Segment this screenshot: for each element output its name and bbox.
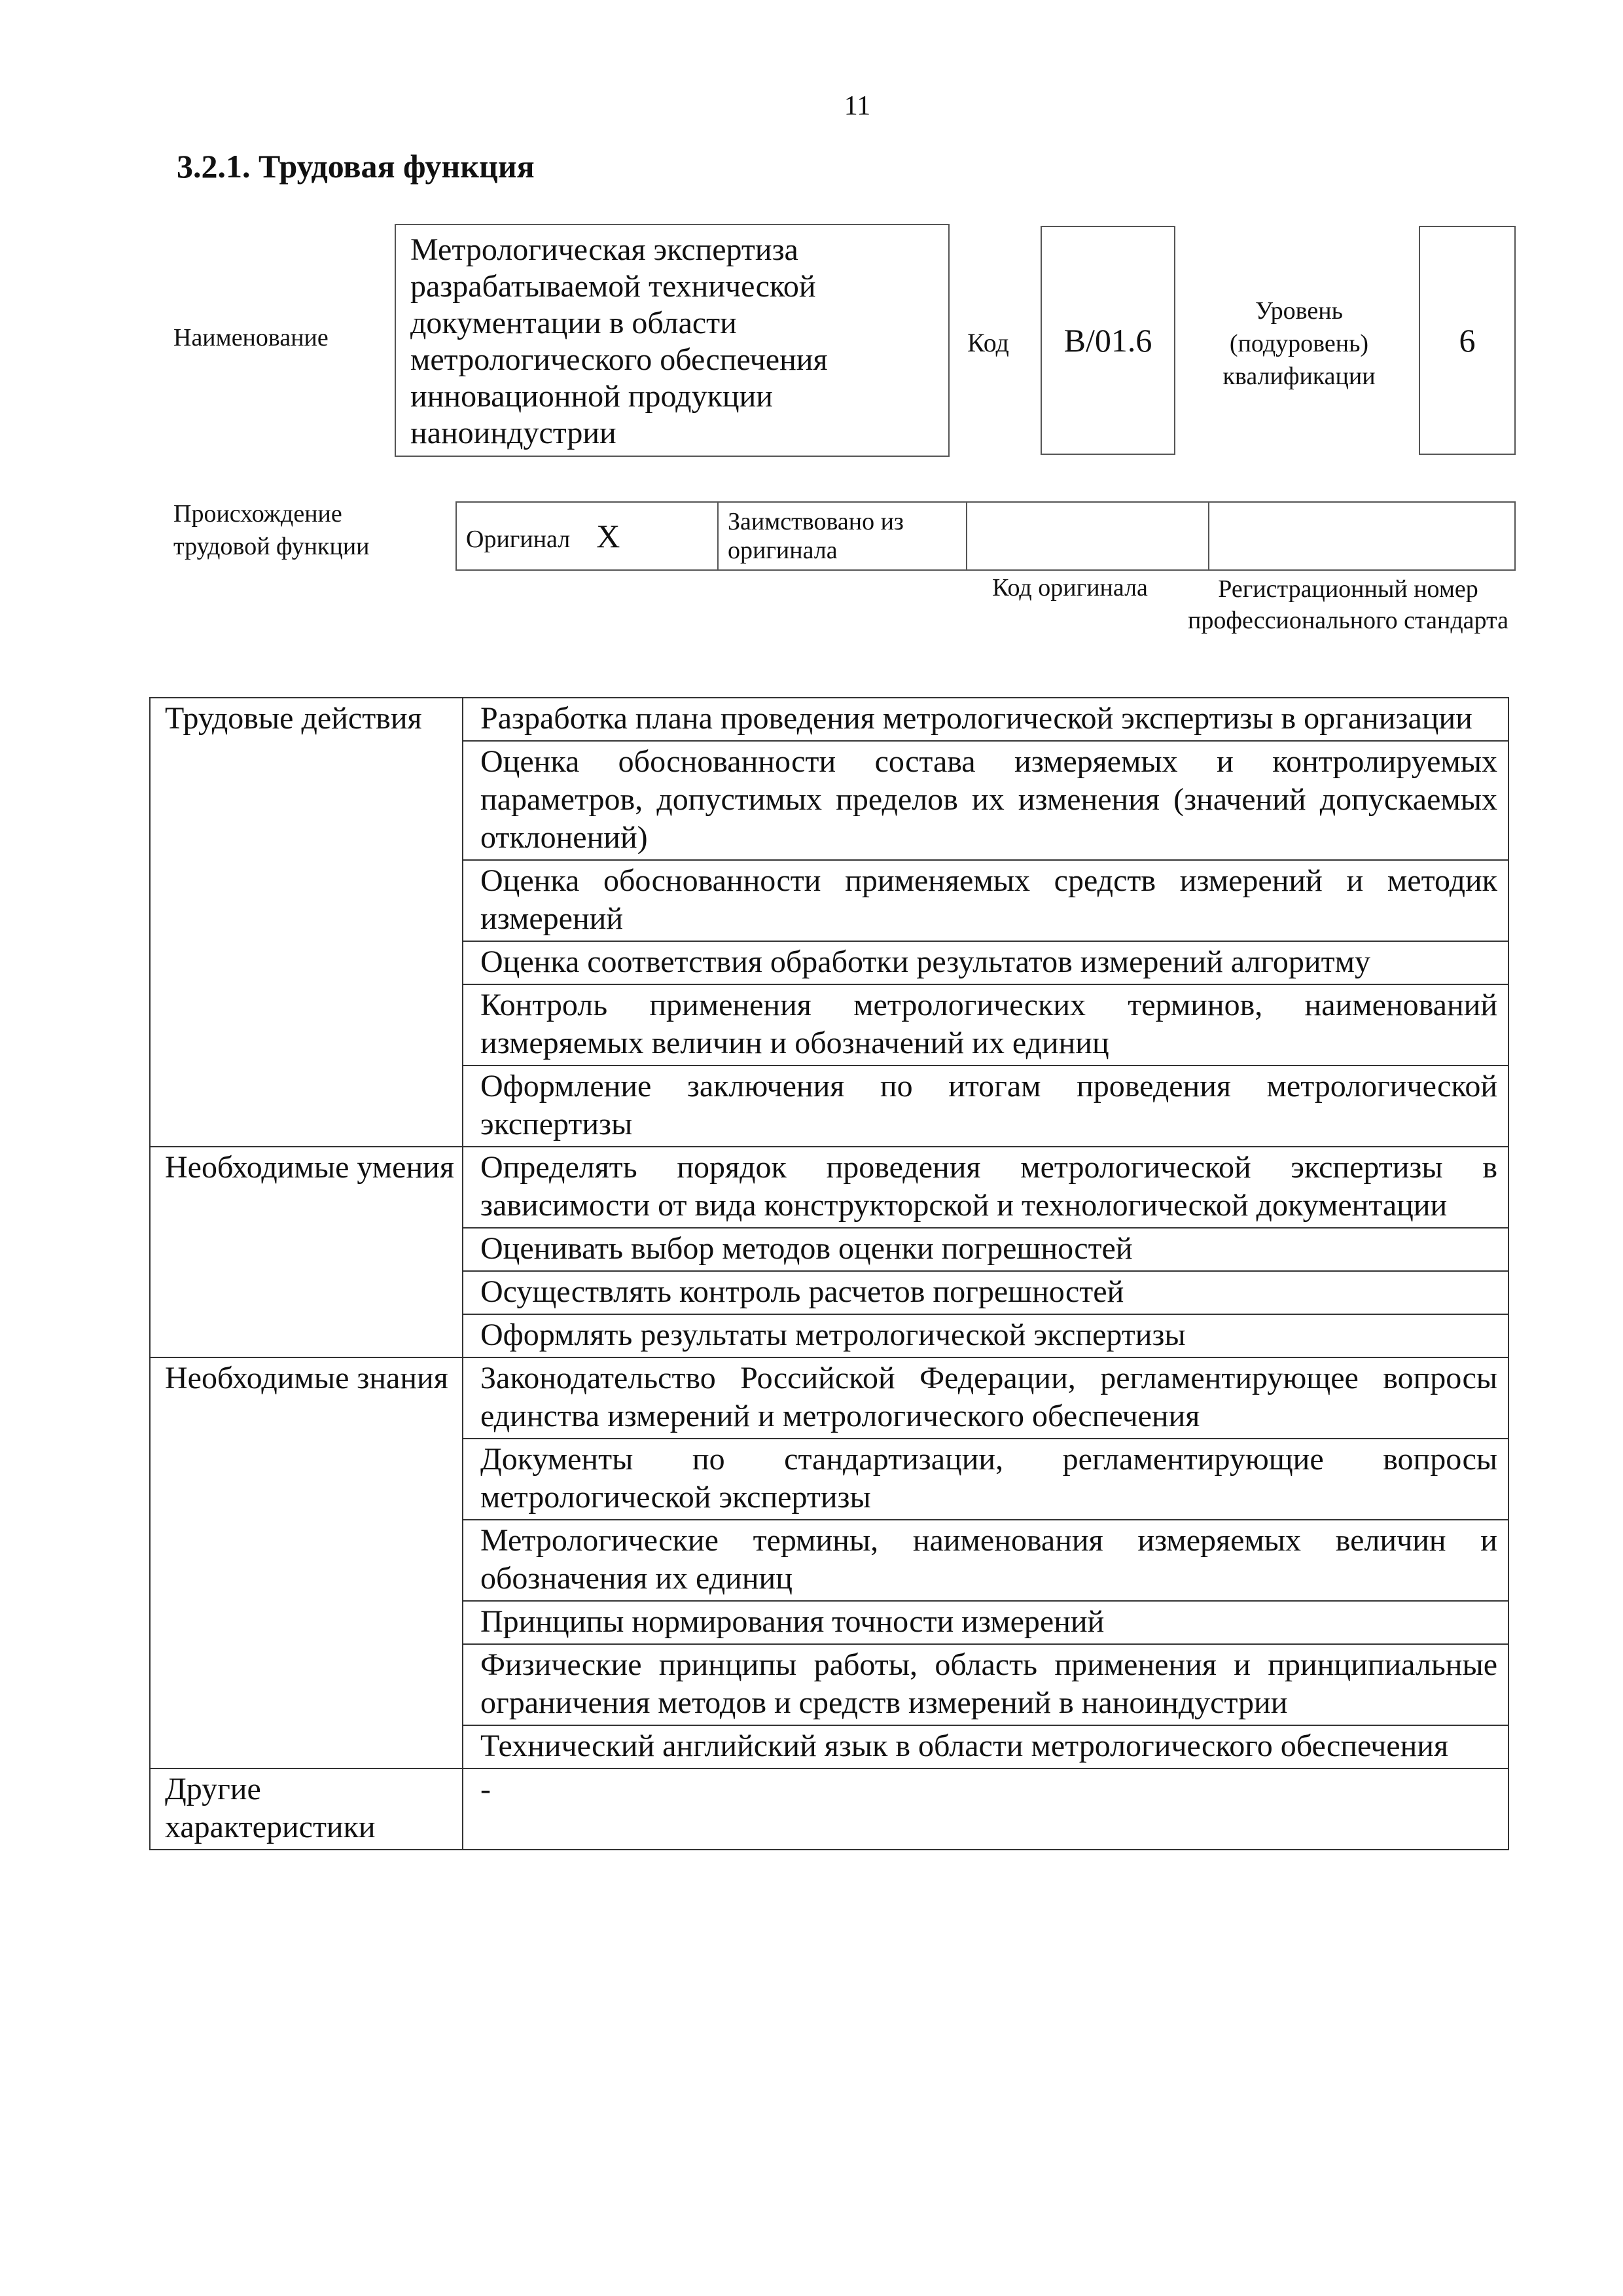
- section-item: Технический английский язык в области метрологического обеспечения: [463, 1725, 1508, 1768]
- section-item: -: [463, 1768, 1508, 1850]
- section-item: Разработка плана проведения метрологической экспертизы в организации: [463, 698, 1508, 741]
- code-value-box: B/01.6: [1041, 226, 1175, 455]
- original-label: Оригинал: [466, 526, 571, 553]
- borrowed-cell: [718, 502, 967, 570]
- registration-number-cell: [1209, 502, 1515, 570]
- name-label: Наименование: [173, 324, 329, 351]
- page-number: 11: [844, 91, 871, 121]
- section-heading: Трудовые действия: [150, 698, 463, 1147]
- table-row: [150, 1768, 1508, 1850]
- function-name-box: Метрологическая экспертиза разрабатываемой технической документации в области метрологического обеспечения инновационной продукции наноиндустрии: [395, 224, 950, 457]
- section-item: Осуществлять контроль расчетов погрешностей: [463, 1271, 1508, 1314]
- qualification-level-box: 6: [1419, 226, 1516, 455]
- section-item: Оценка обоснованности состава измеряемых и контролируемых параметров, допустимых пределов их изменения (значений допускаемых отклонений): [463, 741, 1508, 860]
- code-original-caption: Код оригинала: [992, 574, 1148, 601]
- section-item: Оценка соответствия обработки результатов измерений алгоритму: [463, 941, 1508, 984]
- table-row: [150, 1147, 1508, 1228]
- section-heading: Необходимые знания: [150, 1357, 463, 1768]
- labor-function-table: [149, 697, 1509, 1850]
- origin-table: [455, 501, 1516, 571]
- original-code-cell: [967, 502, 1209, 570]
- section-item: Оценка обоснованности применяемых средств измерений и методик измерений: [463, 860, 1508, 941]
- origin-original-cell: [456, 502, 718, 570]
- section-item: Оформлять результаты метрологической экспертизы: [463, 1314, 1508, 1357]
- origin-label: Происхождение трудовой функции: [173, 500, 370, 560]
- section-heading: Другие характеристики: [150, 1768, 463, 1850]
- code-label: Код: [967, 328, 1009, 357]
- original-mark: X: [596, 518, 620, 554]
- section-title: 3.2.1. Трудовая функция: [177, 148, 535, 185]
- section-item: Принципы нормирования точности измерений: [463, 1601, 1508, 1644]
- section-item: Оформление заключения по итогам проведения метрологической экспертизы: [463, 1066, 1508, 1147]
- borrowed-label: Заимствовано из оригинала: [728, 508, 904, 564]
- table-row: [150, 1357, 1508, 1439]
- section-item: Определять порядок проведения метрологической экспертизы в зависимости от вида конструкторской и технологической документации: [463, 1147, 1508, 1228]
- qualification-level-label: Уровень (подуровень) квалификации: [1222, 297, 1376, 390]
- section-item: Законодательство Российской Федерации, регламентирующее вопросы единства измерений и метрологического обеспечения: [463, 1357, 1508, 1439]
- registration-number-caption: Регистрационный номер профессионального стандарта: [1188, 575, 1508, 634]
- section-item: Метрологические термины, наименования измеряемых величин и обозначения их единиц: [463, 1520, 1508, 1601]
- section-item: Документы по стандартизации, регламентирующие вопросы метрологической экспертизы: [463, 1439, 1508, 1520]
- table-row: [150, 698, 1508, 741]
- section-item: Физические принципы работы, область применения и принципиальные ограничения методов и средств измерений в наноиндустрии: [463, 1644, 1508, 1725]
- section-item: Контроль применения метрологических терминов, наименований измеряемых величин и обозначений их единиц: [463, 984, 1508, 1066]
- section-heading: Необходимые умения: [150, 1147, 463, 1357]
- section-item: Оценивать выбор методов оценки погрешностей: [463, 1228, 1508, 1271]
